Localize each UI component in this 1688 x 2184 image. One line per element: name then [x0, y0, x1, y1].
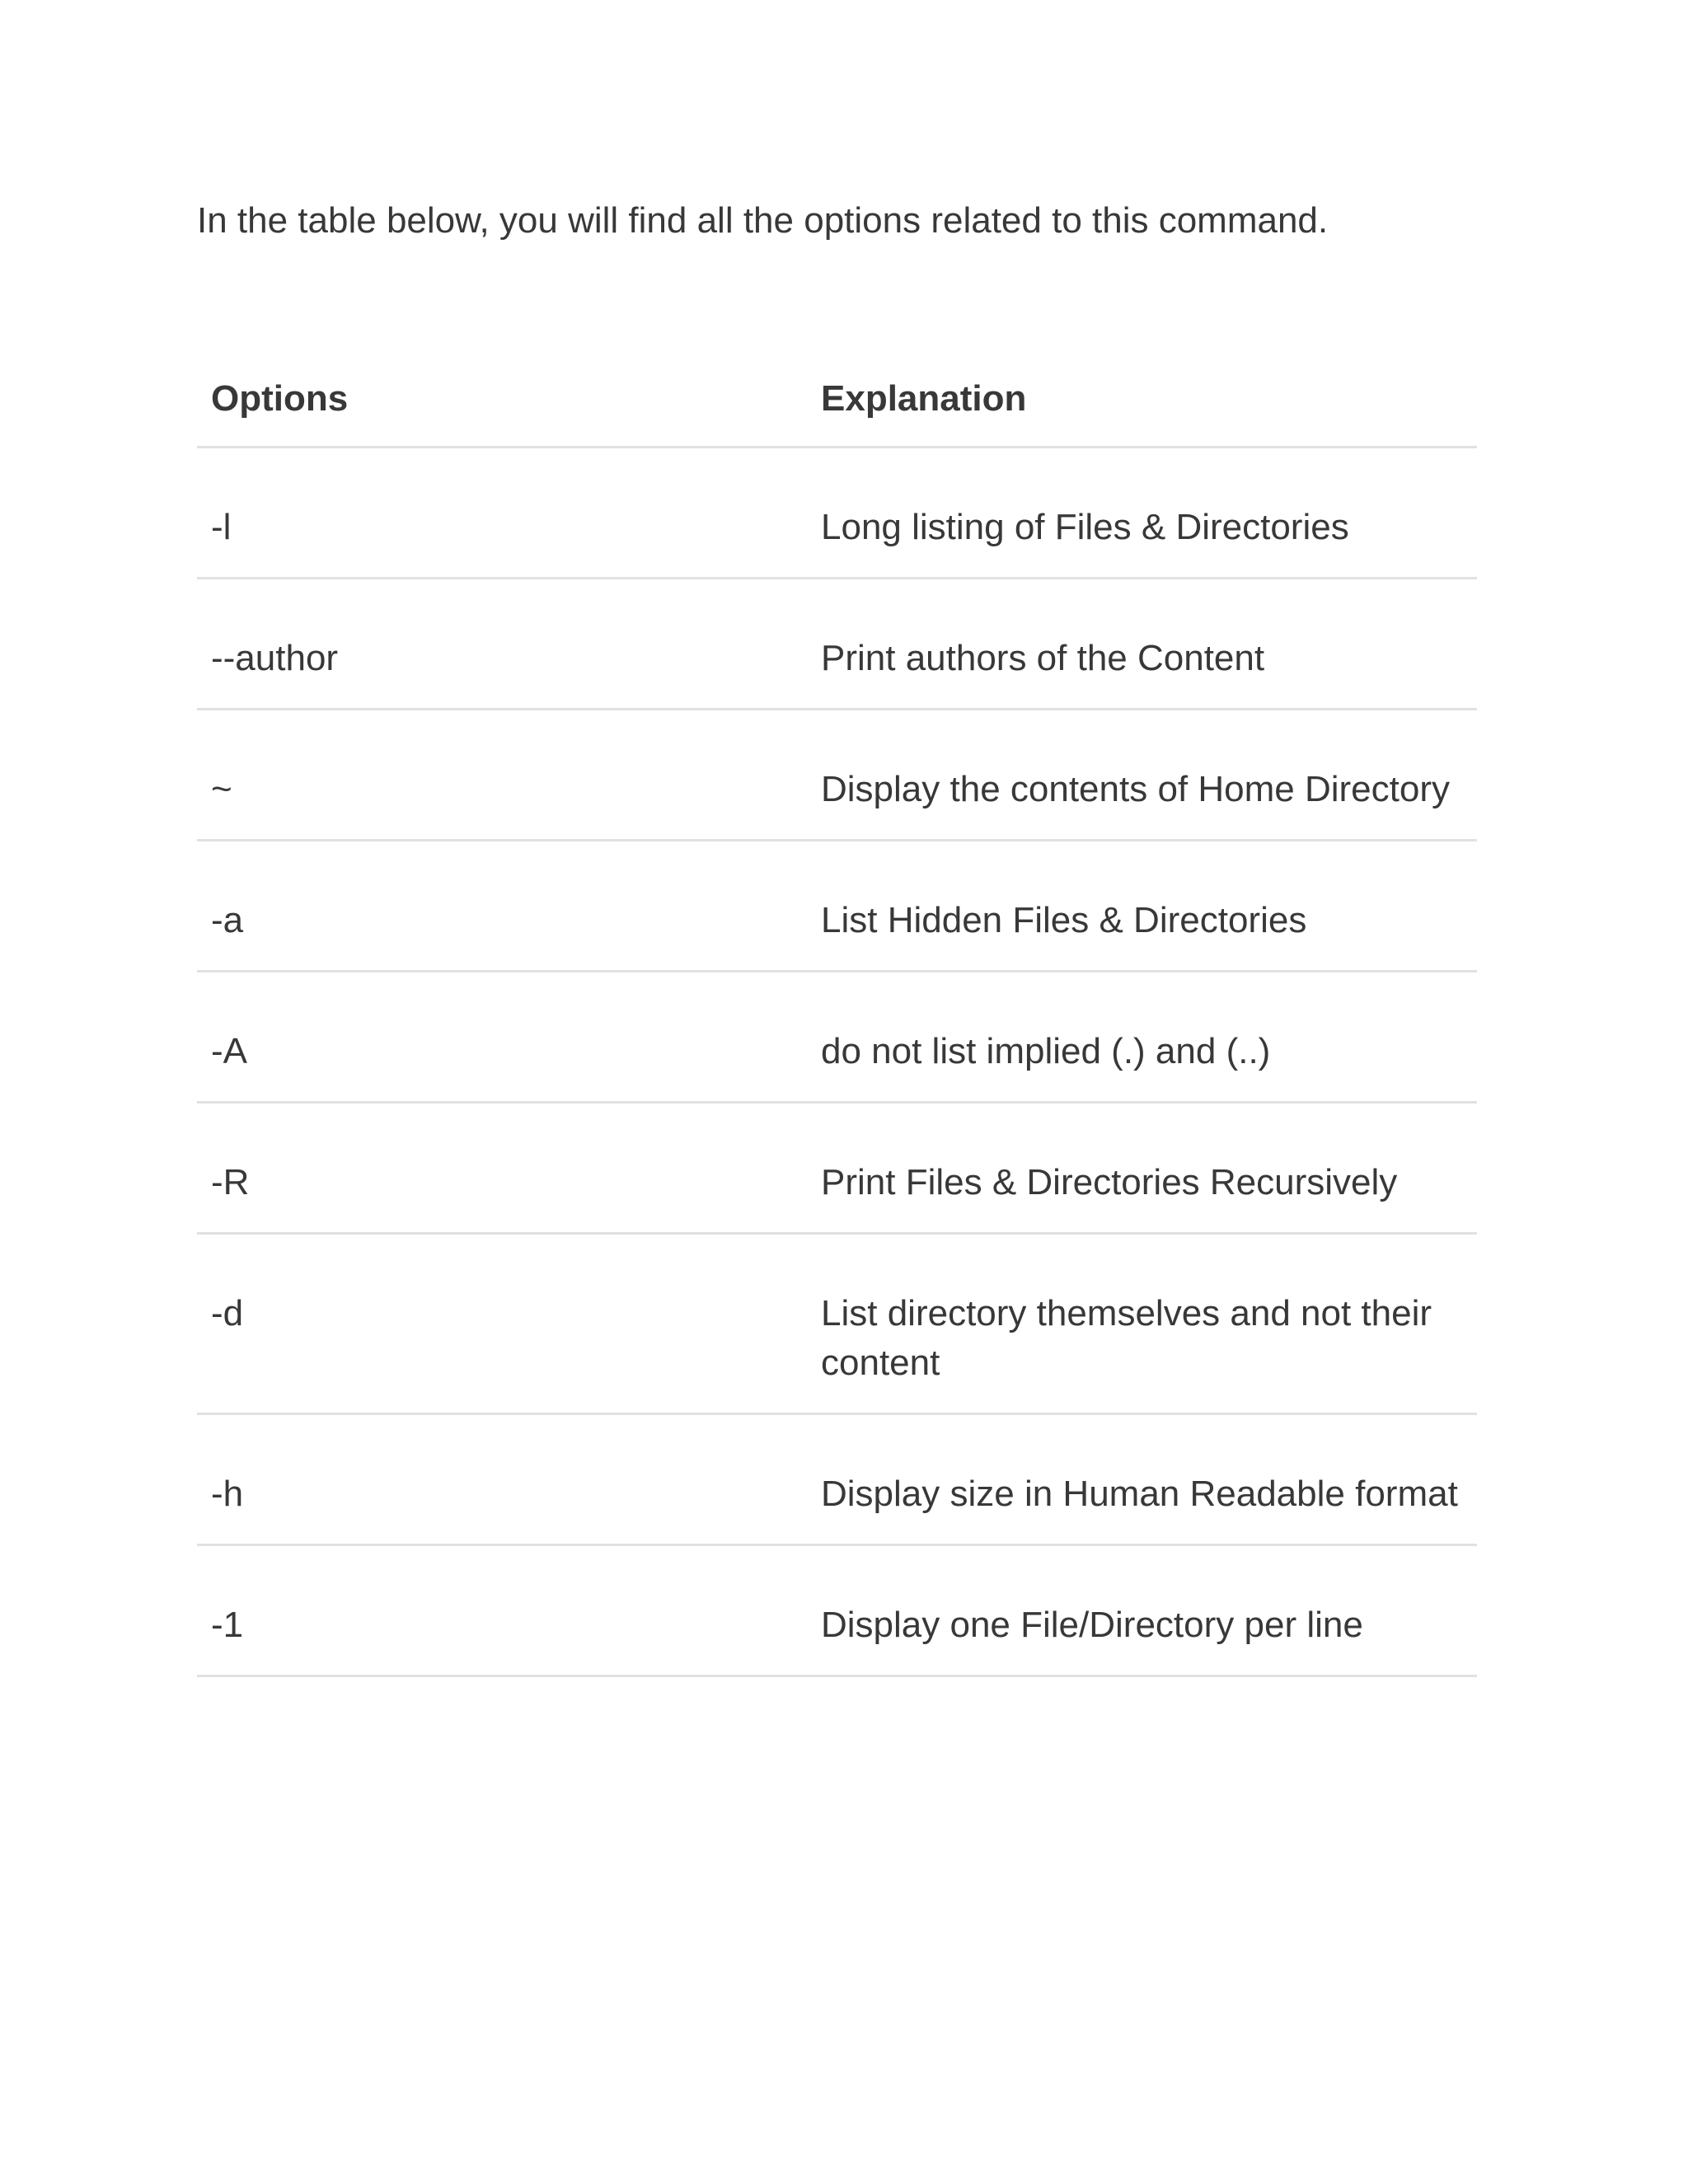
- option-cell: -h: [197, 1414, 807, 1545]
- header-options: Options: [197, 356, 807, 448]
- option-cell: ~: [197, 710, 807, 841]
- table-row: [197, 841, 1477, 972]
- explanation-cell: do not list implied (.) and (..): [807, 972, 1477, 1103]
- table-row: [197, 448, 1477, 579]
- table-header-row: [197, 356, 1477, 448]
- explanation-cell: List directory themselves and not their content: [807, 1234, 1477, 1414]
- table-row: [197, 1545, 1477, 1676]
- options-table: [197, 356, 1477, 1677]
- table-row: [197, 1103, 1477, 1234]
- option-cell: --author: [197, 579, 807, 710]
- table-row: [197, 972, 1477, 1103]
- option-cell: -a: [197, 841, 807, 972]
- explanation-cell: Long listing of Files & Directories: [807, 448, 1477, 579]
- header-explanation: Explanation: [807, 356, 1477, 448]
- table-row: [197, 710, 1477, 841]
- explanation-cell: Display size in Human Readable format: [807, 1414, 1477, 1545]
- explanation-cell: Print authors of the Content: [807, 579, 1477, 710]
- option-cell: -l: [197, 448, 807, 579]
- table-row: [197, 579, 1477, 710]
- option-cell: -A: [197, 972, 807, 1103]
- option-cell: -d: [197, 1234, 807, 1414]
- explanation-cell: List Hidden Files & Directories: [807, 841, 1477, 972]
- table-row: [197, 1414, 1477, 1545]
- table-row: [197, 1234, 1477, 1414]
- explanation-cell: Display the contents of Home Directory: [807, 710, 1477, 841]
- option-cell: -R: [197, 1103, 807, 1234]
- explanation-cell: Print Files & Directories Recursively: [807, 1103, 1477, 1234]
- intro-paragraph: In the table below, you will find all the options related to this command.: [197, 200, 1329, 241]
- explanation-cell: Display one File/Directory per line: [807, 1545, 1477, 1676]
- option-cell: -1: [197, 1545, 807, 1676]
